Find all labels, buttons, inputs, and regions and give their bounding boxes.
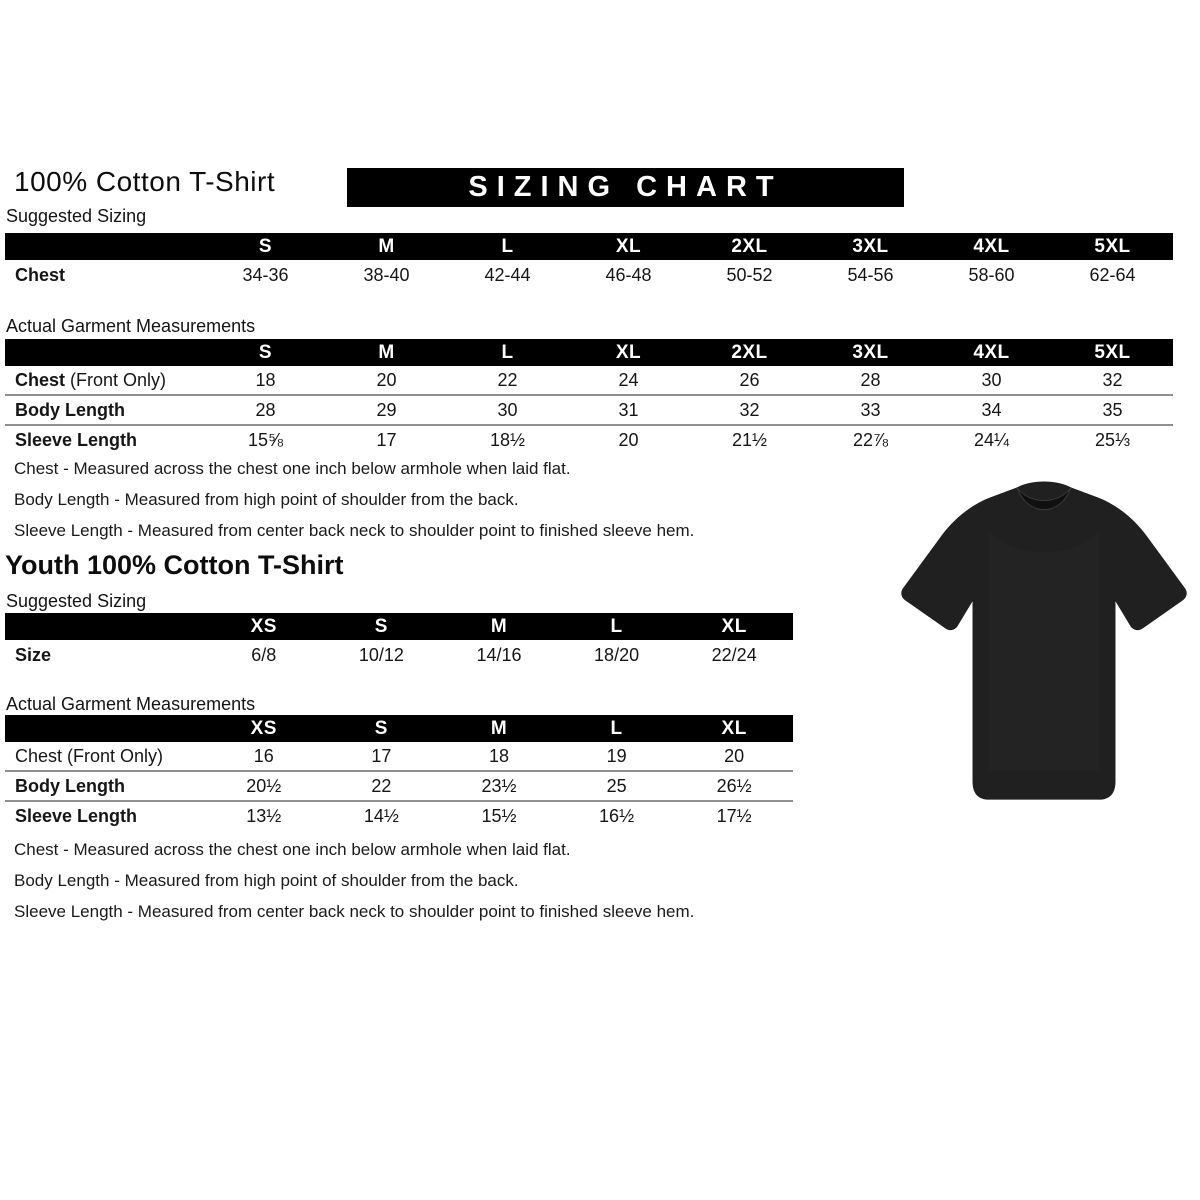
size-value: 18 [255, 369, 276, 390]
column-header-l: L [558, 715, 676, 742]
column-header-l: L [447, 339, 568, 366]
size-value: 18 [488, 745, 509, 766]
size-value: 32 [739, 399, 760, 420]
size-value: 23½ [481, 775, 517, 796]
row-label: Chest (Front Only) [15, 745, 164, 766]
size-value: 22 [497, 369, 518, 390]
row-label: Size [15, 644, 52, 665]
header-corner-cell [5, 233, 205, 260]
size-value: 10/12 [358, 644, 404, 665]
header-corner-cell [5, 339, 205, 366]
row-label: Chest (Front Only) [15, 369, 167, 390]
size-value: 46-48 [605, 264, 652, 285]
column-header-m: M [326, 233, 447, 260]
size-value: 24¼ [973, 429, 1010, 450]
table-row [5, 771, 793, 801]
column-header-3xl: 3XL [810, 339, 931, 366]
note-body-length: Body Length - Measured from high point of shoulder from the back. [14, 871, 519, 890]
column-header-xl: XL [675, 613, 793, 640]
row-label: Body Length [15, 775, 125, 796]
size-value: 50-52 [726, 264, 773, 285]
size-value: 17½ [716, 805, 752, 826]
column-header-xl: XL [568, 233, 689, 260]
column-header-s: S [323, 613, 441, 640]
size-value: 31 [618, 399, 639, 420]
tshirt-shading [989, 530, 1100, 772]
size-value: 15½ [481, 805, 517, 826]
size-value: 18/20 [594, 644, 640, 665]
size-value: 26 [739, 369, 760, 390]
table-row [5, 425, 1173, 454]
note-chest: Chest - Measured across the chest one inch below armhole when laid flat. [14, 459, 571, 478]
column-header-s: S [323, 715, 441, 742]
size-value: 17 [371, 745, 392, 766]
size-value: 14/16 [476, 644, 522, 665]
table-row [5, 742, 793, 771]
column-header-xl: XL [675, 715, 793, 742]
size-value: 30 [497, 399, 518, 420]
size-value: 6/8 [251, 644, 277, 665]
note-sleeve-length: Sleeve Length - Measured from center back neck to shoulder point to finished sleeve hem. [14, 902, 695, 921]
size-value: 26½ [716, 775, 752, 796]
youth-notes [14, 840, 834, 933]
table-row [5, 395, 1173, 425]
adult-actual-measurements-label: Actual Garment Measurements [6, 316, 256, 336]
size-value: 20½ [246, 775, 282, 796]
size-value: 33 [860, 399, 881, 420]
table-row [5, 260, 1173, 290]
table-row [5, 801, 793, 830]
size-value: 20 [376, 369, 397, 390]
size-header-row [5, 233, 1173, 260]
size-value: 28 [860, 369, 881, 390]
size-value: 42-44 [484, 264, 531, 285]
note-sleeve-length: Sleeve Length - Measured from center back neck to shoulder point to finished sleeve hem. [14, 521, 695, 540]
column-header-l: L [447, 233, 568, 260]
page-title: 100% Cotton T-Shirt [14, 166, 276, 197]
adult-actual-measurements-table [5, 339, 1173, 454]
youth-section-title: Youth 100% Cotton T-Shirt [5, 550, 344, 580]
note-body-length: Body Length - Measured from high point of shoulder from the back. [14, 490, 519, 509]
note-chest: Chest - Measured across the chest one inch below armhole when laid flat. [14, 840, 571, 859]
size-value: 16½ [599, 805, 635, 826]
size-value: 38-40 [363, 264, 410, 285]
size-value: 32 [1102, 369, 1123, 390]
row-label: Body Length [15, 399, 125, 420]
size-value: 15⅝ [247, 429, 284, 450]
size-value: 58-60 [968, 264, 1015, 285]
column-header-xl: XL [568, 339, 689, 366]
adult-suggested-sizing-table [5, 233, 1173, 290]
column-header-4xl: 4XL [931, 233, 1052, 260]
column-header-2xl: 2XL [689, 233, 810, 260]
header-corner-cell [5, 613, 205, 640]
row-label: Chest [15, 264, 66, 285]
column-header-m: M [440, 715, 558, 742]
sizing-chart-banner: SIZING CHART [347, 168, 904, 207]
size-value: 21½ [731, 429, 768, 450]
tshirt-image [893, 468, 1195, 808]
header-corner-cell [5, 715, 205, 742]
size-value: 28 [255, 399, 276, 420]
column-header-xs: XS [205, 613, 323, 640]
column-header-5xl: 5XL [1052, 233, 1173, 260]
column-header-4xl: 4XL [931, 339, 1052, 366]
size-value: 20 [724, 745, 745, 766]
row-label: Sleeve Length [15, 429, 138, 450]
size-value: 54-56 [847, 264, 894, 285]
size-value: 25 [606, 775, 627, 796]
table-row [5, 366, 1173, 395]
size-value: 22/24 [711, 644, 757, 665]
size-value: 29 [376, 399, 397, 420]
youth-suggested-sizing-label: Suggested Sizing [6, 591, 147, 611]
size-header-row [5, 613, 793, 640]
size-value: 16 [253, 745, 274, 766]
size-value: 22 [371, 775, 392, 796]
size-value: 19 [606, 745, 627, 766]
size-value: 18½ [489, 429, 526, 450]
column-header-s: S [205, 339, 326, 366]
row-label: Sleeve Length [15, 805, 138, 826]
adult-suggested-sizing-label: Suggested Sizing [6, 206, 147, 226]
adult-notes [14, 459, 834, 552]
column-header-m: M [326, 339, 447, 366]
column-header-5xl: 5XL [1052, 339, 1173, 366]
youth-actual-measurements-table [5, 715, 793, 830]
column-header-2xl: 2XL [689, 339, 810, 366]
size-header-row [5, 715, 793, 742]
size-value: 22⅞ [852, 429, 889, 450]
size-value: 13½ [246, 805, 282, 826]
size-value: 24 [618, 369, 639, 390]
size-value: 25⅓ [1094, 429, 1131, 450]
column-header-xs: XS [205, 715, 323, 742]
table-row [5, 640, 793, 670]
size-value: 34 [981, 399, 1002, 420]
column-header-s: S [205, 233, 326, 260]
size-value: 35 [1102, 399, 1123, 420]
youth-suggested-sizing-table [5, 613, 793, 670]
size-value: 62-64 [1089, 264, 1136, 285]
column-header-m: M [440, 613, 558, 640]
column-header-3xl: 3XL [810, 233, 931, 260]
size-header-row [5, 339, 1173, 366]
size-value: 20 [618, 429, 639, 450]
youth-actual-measurements-label: Actual Garment Measurements [6, 694, 256, 714]
size-value: 17 [376, 429, 397, 450]
size-value: 30 [981, 369, 1002, 390]
size-value: 14½ [363, 805, 399, 826]
size-value: 34-36 [242, 264, 289, 285]
column-header-l: L [558, 613, 676, 640]
